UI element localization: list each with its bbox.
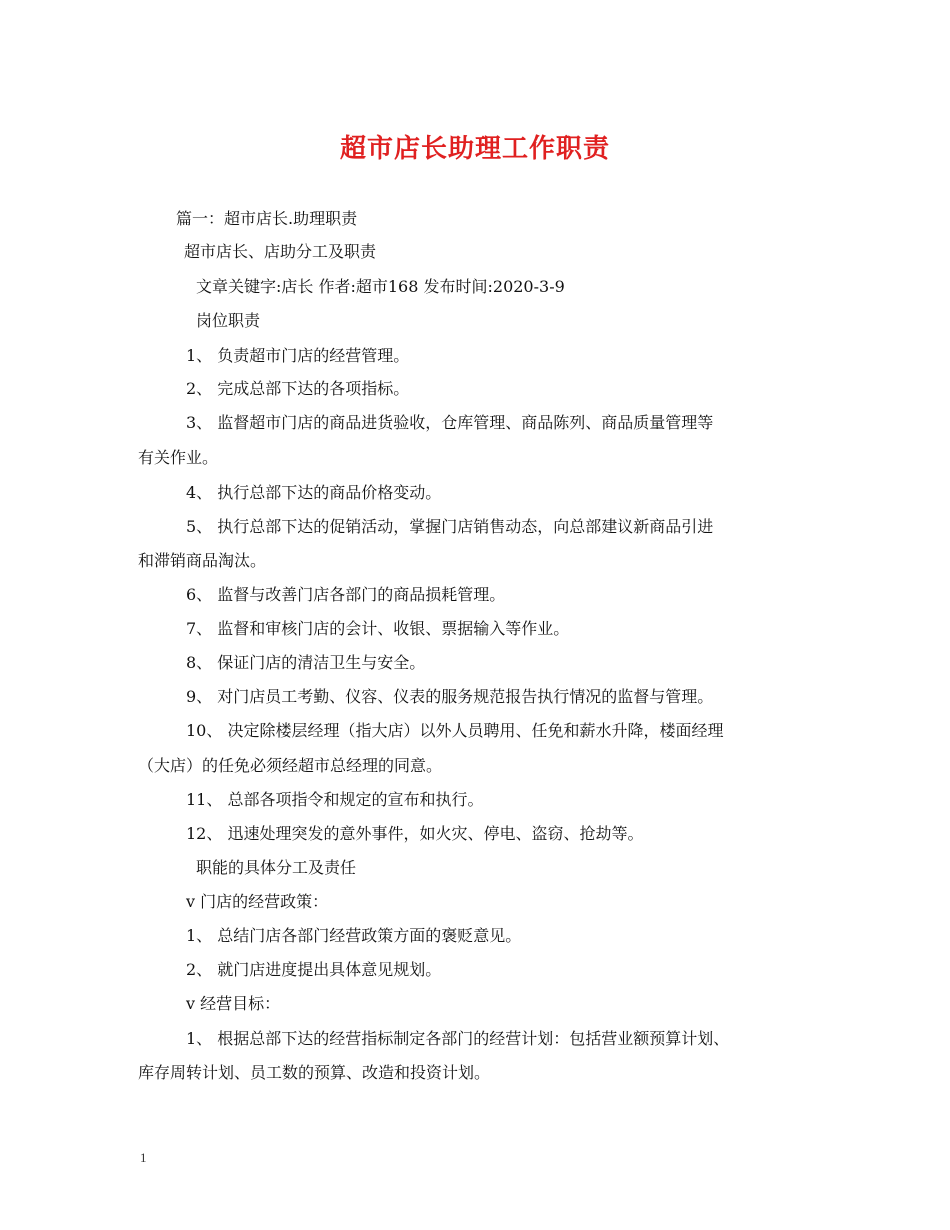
list-item: 6、 监督与改善门店各部门的商品损耗管理。	[186, 585, 506, 604]
list-item: 1、 根据总部下达的经营指标制定各部门的经营计划：包括营业额预算计划、	[186, 1029, 730, 1048]
article-meta: 文章关键字:店长 作者:超市168 发布时间:2020-3-9	[196, 277, 565, 296]
list-item-continuation: 有关作业。	[138, 448, 219, 467]
list-item: 1、 总结门店各部门经营政策方面的褒贬意见。	[186, 926, 522, 945]
list-item: 9、 对门店员工考勤、仪容、仪表的服务规范报告执行情况的监督与管理。	[186, 687, 714, 706]
list-item: 8、 保证门店的清洁卫生与安全。	[186, 653, 426, 672]
list-item: 12、 迅速处理突发的意外事件，如火灾、停电、盗窃、抢劫等。	[186, 824, 644, 843]
list-item: 5、 执行总部下达的促销活动，掌握门店销售动态，向总部建议新商品引进	[186, 517, 714, 536]
list-item: 7、 监督和审核门店的会计、收银、票据输入等作业。	[186, 619, 570, 638]
bullet-heading: v 经营目标：	[186, 994, 281, 1013]
subheading-function-division: 职能的具体分工及责任	[196, 858, 357, 877]
list-item-continuation: 和滞销商品淘汰。	[138, 551, 267, 570]
list-item-continuation: （大店）的任免必须经超市总经理的同意。	[138, 756, 443, 775]
list-item-continuation: 库存周转计划、员工数的预算、改造和投资计划。	[138, 1063, 491, 1082]
document-title: 超市店长助理工作职责	[339, 134, 610, 164]
list-item: 3、 监督超市门店的商品进货验收，仓库管理、商品陈列、商品质量管理等	[186, 413, 714, 432]
list-item: 2、 就门店进度提出具体意见规划。	[186, 960, 442, 979]
list-item: 2、 完成总部下达的各项指标。	[186, 379, 410, 398]
subheading-position-duties: 岗位职责	[196, 311, 261, 330]
bullet-heading: v 门店的经营政策：	[186, 892, 329, 911]
list-item: 10、 决定除楼层经理（指大店）以外人员聘用、任免和薪水升降，楼面经理	[186, 721, 724, 740]
page-number: 1	[140, 1150, 147, 1165]
list-item: 1、 负责超市门店的经营管理。	[186, 346, 410, 365]
subheading: 超市店长、店助分工及职责	[184, 242, 377, 261]
list-item: 4、 执行总部下达的商品价格变动。	[186, 483, 442, 502]
section-heading: 篇一：超市店长.助理职责	[176, 209, 358, 228]
list-item: 11、 总部各项指令和规定的宣布和执行。	[186, 790, 484, 809]
